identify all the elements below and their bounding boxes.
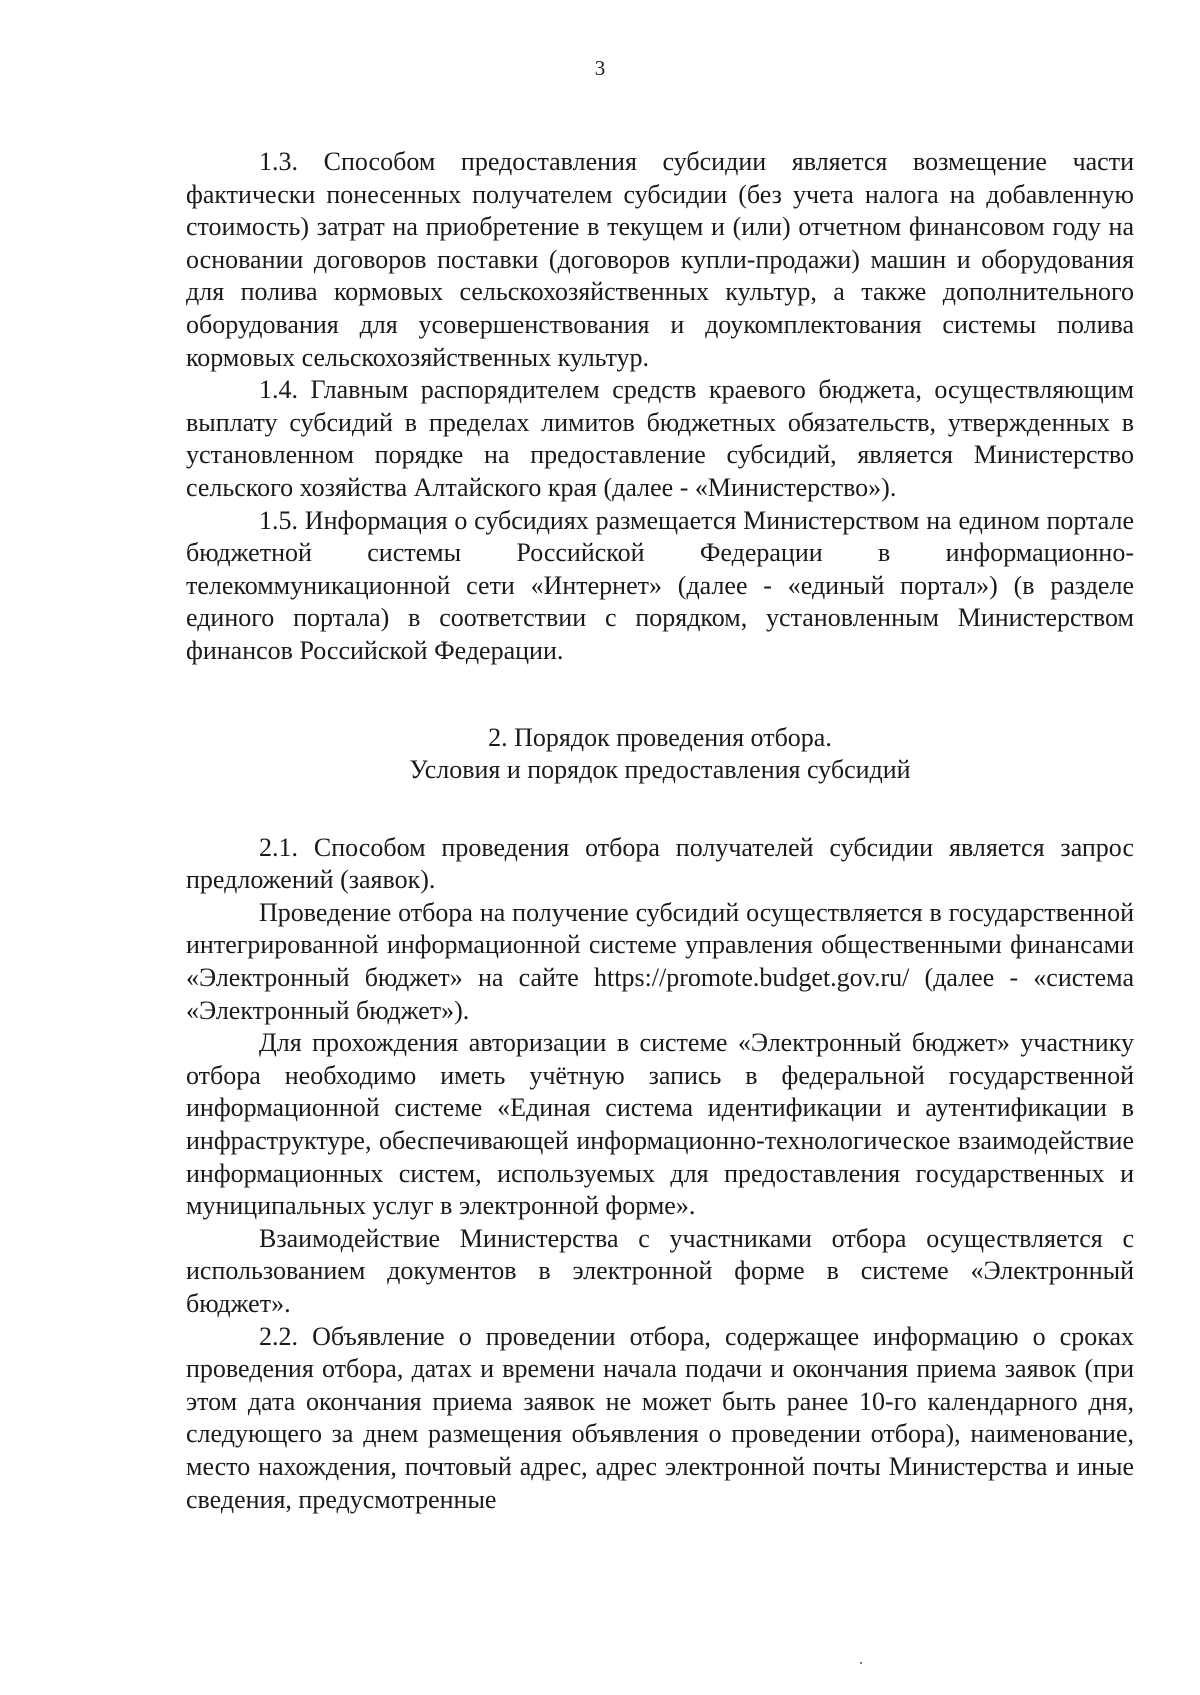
paragraph-2-2: 2.2. Объявление о проведении отбора, содержащее информацию о сроках проведения отбора, датах и времени начала подачи и окончания приема заявок (при этом дата окончания приема заявок не может быть ранее 10-го календарного дня, следующего за днем размещения объявления о проведении отбора), наименование, место нахождения, почтовый адрес, адрес электронной почты Министерства и иные сведения, предусмотренные xyxy=(186,1321,1134,1514)
paragraph-1-3: 1.3. Способом предоставления субсидии является возмещение части фактически понесенных получателем субсидии (без учета налога на добавленную стоимость) затрат на приобретение в текущем и (или) отчетном финансовом году на основании договоров поставки (договоров купли-продажи) машин и оборудования для полива кормовых сельскохозяйственных культур, а также дополнительного оборудования для усовершенствования и доукомплектования системы полива кормовых сельскохозяйственных культур. xyxy=(186,147,1134,372)
page-number: 3 xyxy=(594,56,606,80)
paragraph-2-1-interaction: Взаимодействие Министерства с участниками отбора осуществляется с использованием документов в электронной форме в системе «Электронный бюджет». xyxy=(186,1223,1134,1318)
section-2-subtitle: Условия и порядок предоставления субсидий xyxy=(409,755,911,785)
document-body xyxy=(186,146,1134,1516)
section-2-title: 2. Порядок проведения отбора. xyxy=(488,722,832,752)
paragraph-2-1: 2.1. Способом проведения отбора получателей субсидии является запрос предложений (заявок). xyxy=(186,832,1134,895)
paragraph-2-1-authorization: Для прохождения авторизации в системе «Электронный бюджет» участнику отбора необходимо иметь учётную запись в федеральной государственной информационной системе «Единая система идентификации и аутентификации в инфраструктуре, обеспечивающей информационно-технологическое взаимодействие информационных систем, используемых для предоставления государственных и муниципальных услуг в электронной форме». xyxy=(186,1028,1134,1221)
section-2-heading xyxy=(186,722,1134,787)
paragraph-1-5: 1.5. Информация о субсидиях размещается Министерством на едином портале бюджетной системы Российской Федерации в информационно-телекоммуникационной сети «Интернет» (далее - «единый портал») (в разделе единого портала) в соответствии с порядком, установленным Министерством финансов Российской Федерации. xyxy=(186,505,1134,665)
paragraph-1-4: 1.4. Главным распорядителем средств краевого бюджета, осуществляющим выплату субсидий в пределах лимитов бюджетных обязательств, утвержденных в установленном порядке на предоставление субсидий, является Министерство сельского хозяйства Алтайского края (далее - «Министерство»). xyxy=(186,375,1134,502)
paragraph-2-1-electronic-budget: Проведение отбора на получение субсидий осуществляется в государственной интегрированной информационной системе управления общественными финансами «Электронный бюджет» на сайте https://promote.budget.gov.ru/ (далее - «система «Электронный бюджет»). xyxy=(186,897,1134,1025)
scan-speck xyxy=(860,1662,862,1664)
